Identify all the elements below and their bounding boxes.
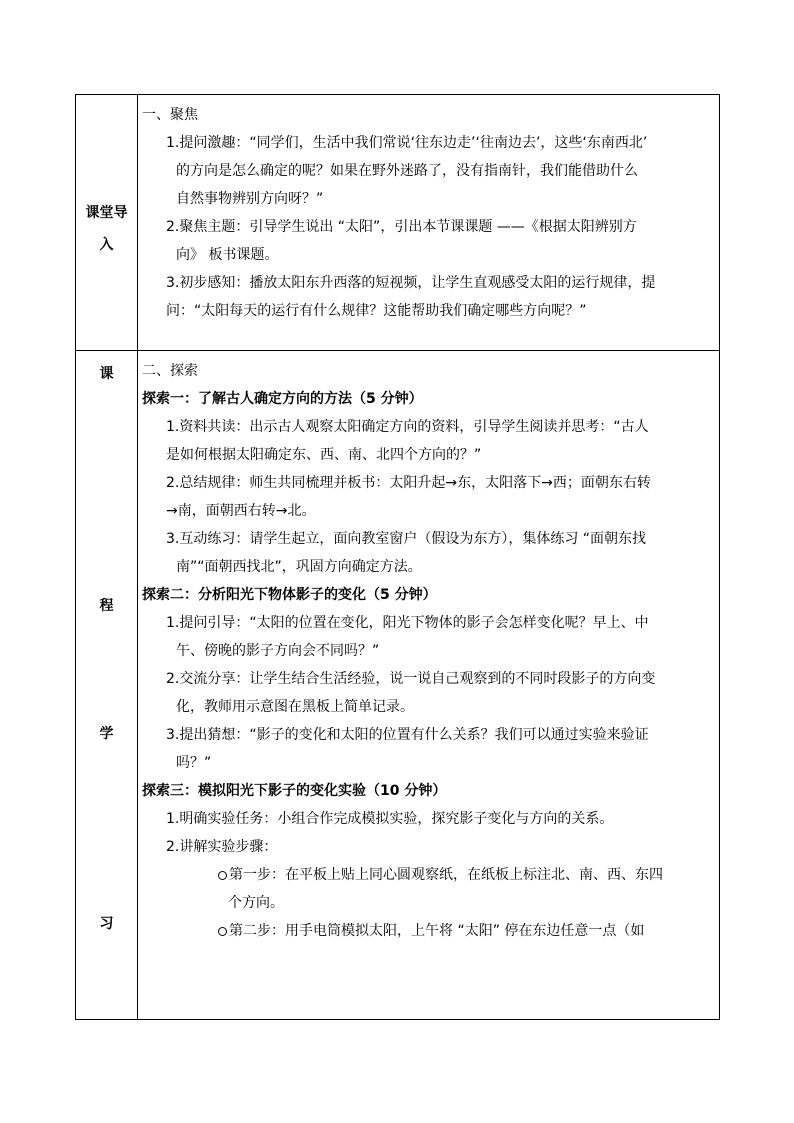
item-text-cont: 化，教师用示意图在黑板上简单记录。	[176, 699, 414, 715]
item-number: 3.	[166, 727, 180, 743]
item-text: 初步感知：播放太阳东升西落的短视频，让学生直观感受太阳的运行规律，提	[179, 275, 656, 291]
process-content-cell	[138, 351, 720, 1020]
item-text-cont: 吗？”	[176, 755, 212, 771]
process-header-char-1: 课	[99, 366, 114, 382]
process-header-cell	[76, 351, 138, 1020]
intro-header-cell	[76, 95, 138, 351]
intro-header-line1: 课堂导	[85, 205, 128, 221]
item-text: 总结规律：师生共同梳理并板书：太阳升起→东，太阳落下→西；面朝东右转	[179, 475, 651, 491]
explore2-item-1	[142, 609, 713, 665]
explore2-title: 探索二：分析阳光下物体影子的变化（5 分钟）	[142, 587, 437, 603]
item-number: 2.	[166, 839, 180, 855]
step-text-cont: 个方向。	[228, 895, 284, 911]
intro-header-line2: 入	[99, 237, 114, 253]
item-text: 提问引导：“太阳的位置在变化，阳光下物体的影子会怎样变化呢？早上、中	[179, 615, 649, 631]
circle-bullet-icon	[218, 927, 227, 936]
item-text: 讲解实验步骤：	[179, 839, 278, 855]
circle-bullet-icon	[218, 871, 227, 880]
explore2-item-3	[142, 721, 713, 777]
process-row	[76, 351, 720, 1020]
item-number: 3.	[166, 275, 180, 291]
item-text: 交流分享：让学生结合生活经验，说一说自己观察到的不同时段影子的方向变	[179, 671, 656, 687]
item-text-cont: 是如何根据太阳确定东、西、南、北四个方向的？”	[166, 447, 482, 463]
item-number: 3.	[166, 531, 180, 547]
process-header-char-4: 习	[99, 916, 114, 932]
explore1-item-3	[142, 525, 713, 581]
item-text: 聚焦主题：引导学生说出 “太阳”，引出本节课课题 ——《根据太阳辨别方	[179, 219, 637, 235]
explore1-title: 探索一：了解古人确定方向的方法（5 分钟）	[142, 391, 423, 407]
explore1-item-2	[142, 469, 713, 525]
item-text-cont: 午、傍晚的影子方向会不同吗？”	[176, 643, 380, 659]
intro-item-1	[142, 129, 713, 213]
explore3-item-1	[142, 805, 713, 833]
item-text-cont: 的方向是怎么确定的呢？如果在野外迷路了，没有指南针，我们能借助什么	[176, 163, 638, 179]
explore3-step-1	[142, 861, 713, 917]
intro-content-cell	[138, 95, 720, 351]
process-section-title: 二、探索	[142, 363, 198, 379]
process-header-char-2: 程	[99, 598, 114, 614]
item-number: 1.	[166, 811, 180, 827]
explore1-item-1	[142, 413, 713, 469]
intro-item-2	[142, 213, 713, 269]
step-text: 第一步：在平板上贴上同心圆观察纸，在纸板上标注北、南、西、东四	[229, 867, 663, 883]
explore3-title: 探索三：模拟阳光下影子的变化实验（10 分钟）	[142, 783, 447, 799]
item-text-cont: 南”“面朝西找北”，巩固方向确定方法。	[176, 559, 422, 575]
explore2-item-2	[142, 665, 713, 721]
item-number: 2.	[166, 219, 180, 235]
process-header-char-3: 学	[99, 726, 114, 742]
intro-section-title: 一、聚焦	[142, 107, 198, 123]
step-text: 第二步：用手电筒模拟太阳，上午将 “太阳” 停在东边任意一点（如	[229, 923, 645, 939]
item-text: 资料共读：出示古人观察太阳确定方向的资料，引导学生阅读并思考：“古人	[179, 419, 649, 435]
item-number: 2.	[166, 671, 180, 687]
item-text: 提出猜想：“影子的变化和太阳的位置有什么关系？我们可以通过实验来验证	[179, 727, 649, 743]
item-number: 1.	[166, 419, 180, 435]
item-text-cont: 向》 板书课题。	[176, 247, 279, 263]
item-text-cont: →南，面朝西右转→北。	[166, 503, 316, 519]
explore3-step-2	[142, 917, 713, 945]
item-text: 提问激趣：“同学们，生活中我们常说‘往东边走’‘往南边去’，这些‘东南西北’	[179, 135, 648, 151]
explore3-item-2	[142, 833, 713, 861]
item-text: 互动练习：请学生起立，面向教室窗户（假设为东方），集体练习 “面朝东找	[179, 531, 647, 547]
item-text-cont: 问：“太阳每天的运行有什么规律？这能帮助我们确定哪些方向呢？”	[166, 303, 587, 319]
intro-row	[76, 95, 720, 351]
item-number: 2.	[166, 475, 180, 491]
lesson-plan-table	[75, 94, 720, 1020]
item-number: 1.	[166, 135, 180, 151]
item-text: 明确实验任务：小组合作完成模拟实验，探究影子变化与方向的关系。	[179, 811, 614, 827]
item-number: 1.	[166, 615, 180, 631]
item-text-cont: 自然事物辨别方向呀？”	[176, 191, 324, 207]
intro-item-3	[142, 269, 713, 325]
